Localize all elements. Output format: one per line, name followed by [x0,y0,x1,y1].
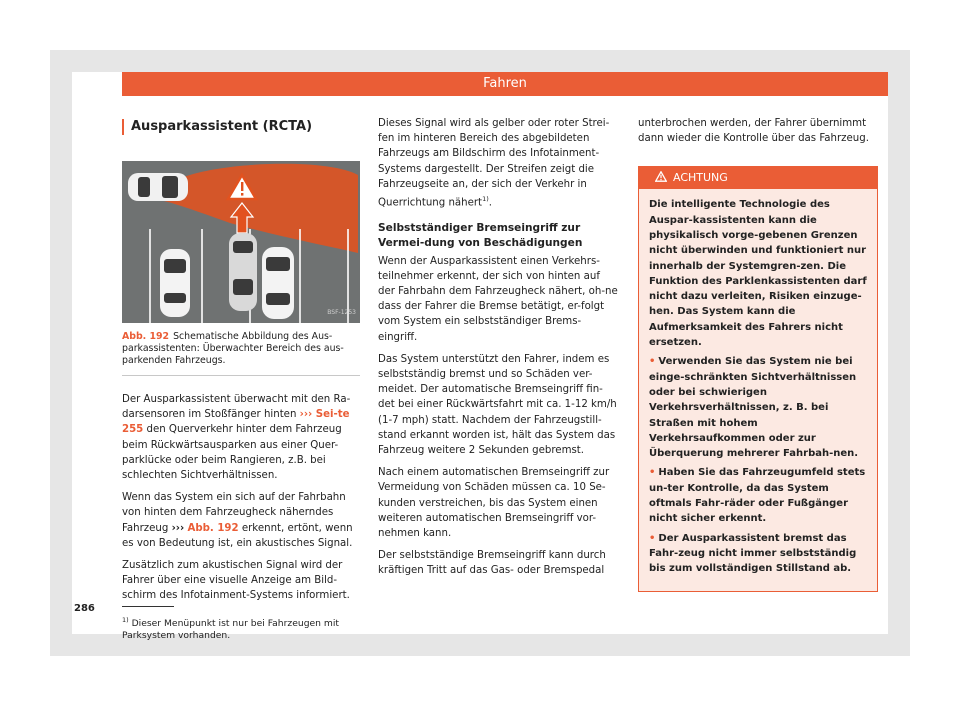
warning-title: ACHTUNG [673,171,728,185]
detection-zone [164,164,358,253]
bullet-icon: • [649,356,656,368]
paragraph: Der selbstständige Bremseingriff kann durch kräftigen Tritt auf das Gas- oder Bremspedal [378,550,606,577]
warning-intro: Die intelligente Technologie des Auspar-kassistenten kann die physikalisch vorge-gebenen Grenzen nicht überwinden und funktioniert nur innerhalb der Systemgren-zen. Die Funktion des Parklenkassistenten darf nicht dazu verleiten, Risiken einzuge-hen. Das System kann die Aufmerksamkeit des Fahrers nicht ersetzen. [649,199,867,349]
column-1 [122,116,360,611]
paragraph: Wenn der Ausparkassistent einen Verkehrs-teilnehmer erkennt, der sich von hinten auf der Fahrbahn dem Fahrzeugheck nähert, oh-ne dass der Fahrer die Bremse betätigt, er-folgt vom System ein selbstständiger Brems-eingriff. [378,255,618,343]
warning-bullet: • Der Ausparkassistent bremst das Fahr-zeug nicht immer selbstständig bis zum vollständigen Stillstand ab. [649,532,857,575]
page-link[interactable]: ››› Sei-te 255 [122,409,350,436]
paragraph: Zusätzlich zum akustischen Signal wird der Fahrer über eine visuelle Anzeige am Bild-schirm des Infotainment-Systems informiert. [122,560,350,602]
approaching-car [128,173,188,201]
paragraph: Wenn das System ein sich auf der Fahrbahn von hinten dem Fahrzeugheck näherndes Fahrzeug ››› Abb. 192 erkennt, ertönt, wenn es von Bedeutung ist, ein akustisches Signal. [122,492,353,549]
warning-body [639,189,877,590]
parked-car-left [160,249,190,317]
parked-car-right [262,247,294,319]
footnote-divider [122,606,174,607]
caption-text: Schematische Abbildung des Aus-parkassistenten: Überwachter Bereich des aus-parkenden Fahrzeugs. [122,331,344,366]
bullet-icon: • [649,532,656,544]
column-2 [378,116,618,586]
parking-illustration [122,161,360,323]
subheading: Selbstständiger Bremseingriff zur Vermei-dung von Beschädigungen [378,221,583,249]
section-title: Ausparkassistent (RCTA) [122,119,360,135]
footnote: $^{1)}$ Dieser Menüpunkt ist nur bei Fahrzeugen mit Parksystem vorhanden. [122,616,340,642]
paragraph: Der Ausparkassistent überwacht mit den Ra-darsensoren im Stoßfänger hinten ››› Sei-te 255 den Querverkehr hinter dem Fahrzeug beim Rückwärtsausparken aus einer Quer-parklücke oder beim Rangieren, z.B. bei schlechten Sichtverhältnissen. [122,394,351,482]
rcta-figure [122,161,360,323]
paragraph: Nach einem automatischen Bremseingriff zur Vermeidung von Schäden müssen ca. 10 Se-kunden verstreichen, bis das System einen weiteren automatischen Bremseingriff vor-nehmen kann. [378,467,610,540]
paragraph: Dieses Signal wird als gelber oder roter Strei-fen im hinteren Bereich des abgebildeten Fahrzeugs am Bildschirm des Infotainment-Systems dargestellt. Der Streifen zeigt die Fahrzeugseite an, der sich der Verkehr in Querrichtung nähert$^{1)}$. [378,118,610,209]
page-frame [50,50,910,656]
warning-header [639,167,877,189]
warning-bullet: • Verwenden Sie das System nie bei einge-schränkten Sichtverhältnissen oder bei schwierigen Verkehrsverhältnissen, z. B. bei Straßen mit hohem Verkehrsaufkommen oder zur Überquerung mehrerer Fahrbah-nen. [649,356,859,460]
warning-box [638,166,878,591]
caption-label: Abb. 192 [122,331,170,342]
paragraph: Das System unterstützt den Fahrer, indem es selbstständig bremst und so Schäden ver-meidet. Der automatische Bremseingriff fin-det bei einer Rückwärtsfahrt mit ca. 1-12 km/h (1-7 mph) statt. Nachdem der Fahrzeugstill-stand erkannt worden ist, hält das System das Fahrzeug weitere 2 Sekunden gebremst. [378,353,617,457]
figure-caption [122,331,360,376]
chapter-header: Fahren [122,72,888,96]
page-content [72,72,888,642]
warning-bullet: • Haben Sie das Fahrzeugumfeld stets un-ter Kontrolle, da das System oftmals Fahr-räder oder Fußgänger nicht sicher erkennt. [649,467,866,525]
warning-triangle-icon [655,171,667,182]
bullet-icon: • [649,467,656,479]
figure-id: BSF-1253 [327,308,356,316]
page-number: 286 [74,603,95,614]
column-3 [638,116,878,592]
figure-link[interactable]: Abb. 192 [187,522,239,534]
paragraph: unterbrochen werden, der Fahrer übernimmt dann wieder die Kontrolle über das Fahrzeug. [638,118,869,145]
own-car [229,233,257,311]
